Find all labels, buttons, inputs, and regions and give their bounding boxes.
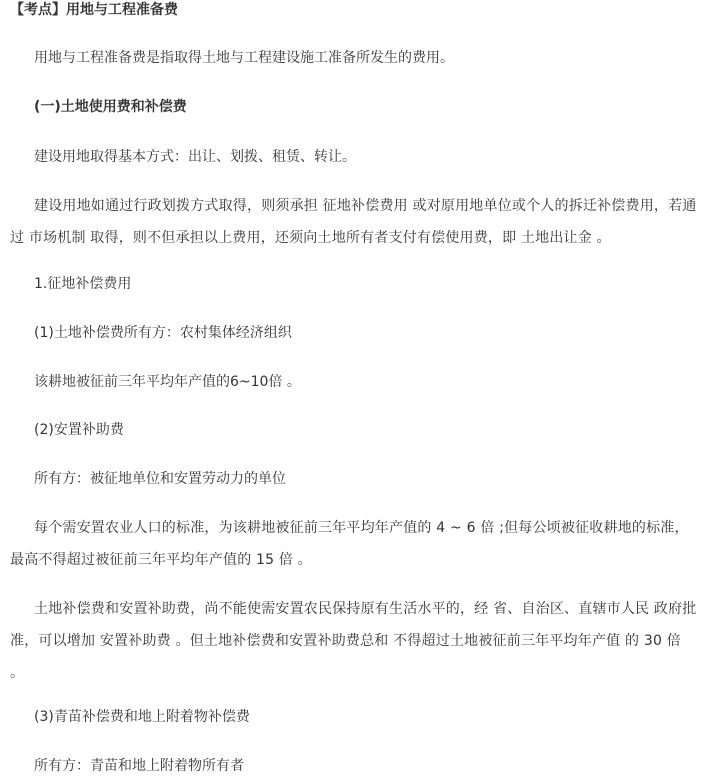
resettlement-extra-paragraph: 土地补偿费和安置补助费，尚不能使需安置农民保持原有生活水平的，经 省、自治区、直辖市人民 政府批准，可以增加 安置补助费 。但土地补偿费和安置补助费总和 不得超过土地被征前三年平均年产值 的 30 倍 。 [10, 601, 697, 681]
intro-paragraph: 用地与工程准备费是指取得土地与工程建设施工准备所发生的费用。 [34, 50, 454, 66]
acquire-methods-paragraph: 建设用地取得基本方式：出让、划拨、租赁、转让。 [34, 149, 356, 165]
item-title-compensation: 1.征地补偿费用 [34, 276, 132, 292]
sub-title-land-compensation: (1)土地补偿费所有方：农村集体经济组织 [34, 325, 292, 341]
section-title-land-fees: (一)土地使用费和补偿费 [34, 99, 187, 115]
sub-title-resettlement: (2)安置补助费 [34, 422, 124, 438]
resettlement-standard-paragraph: 每个需安置农业人口的标准，为该耕地被征前三年平均年产值的 4 ~ 6 倍 ;但每公顷被征收耕地的标准，最高不得超过被征前三年平均年产值的 15 倍 。 [10, 520, 689, 568]
land-compensation-detail: 该耕地被征前三年平均年产值的6~10倍 。 [34, 374, 301, 390]
allocation-paragraph: 建设用地如通过行政划拨方式取得，则须承担 征地补偿费用 或对原用地单位或个人的拆迁补偿费用，若通过 市场机制 取得，则不但承担以上费用，还须向土地所有者支付有偿使用费，即 土地出让金 。 [10, 198, 697, 246]
heading-prefix: 【考点】 [10, 2, 66, 18]
page-heading [10, 0, 697, 20]
heading-title: 用地与工程准备费 [66, 2, 178, 18]
crop-compensation-owner: 所有方：青苗和地上附着物所有者 [34, 758, 244, 774]
sub-title-crop-compensation: (3)青苗补偿费和地上附着物补偿费 [34, 709, 250, 725]
resettlement-owner: 所有方：被征地单位和安置劳动力的单位 [34, 471, 286, 487]
